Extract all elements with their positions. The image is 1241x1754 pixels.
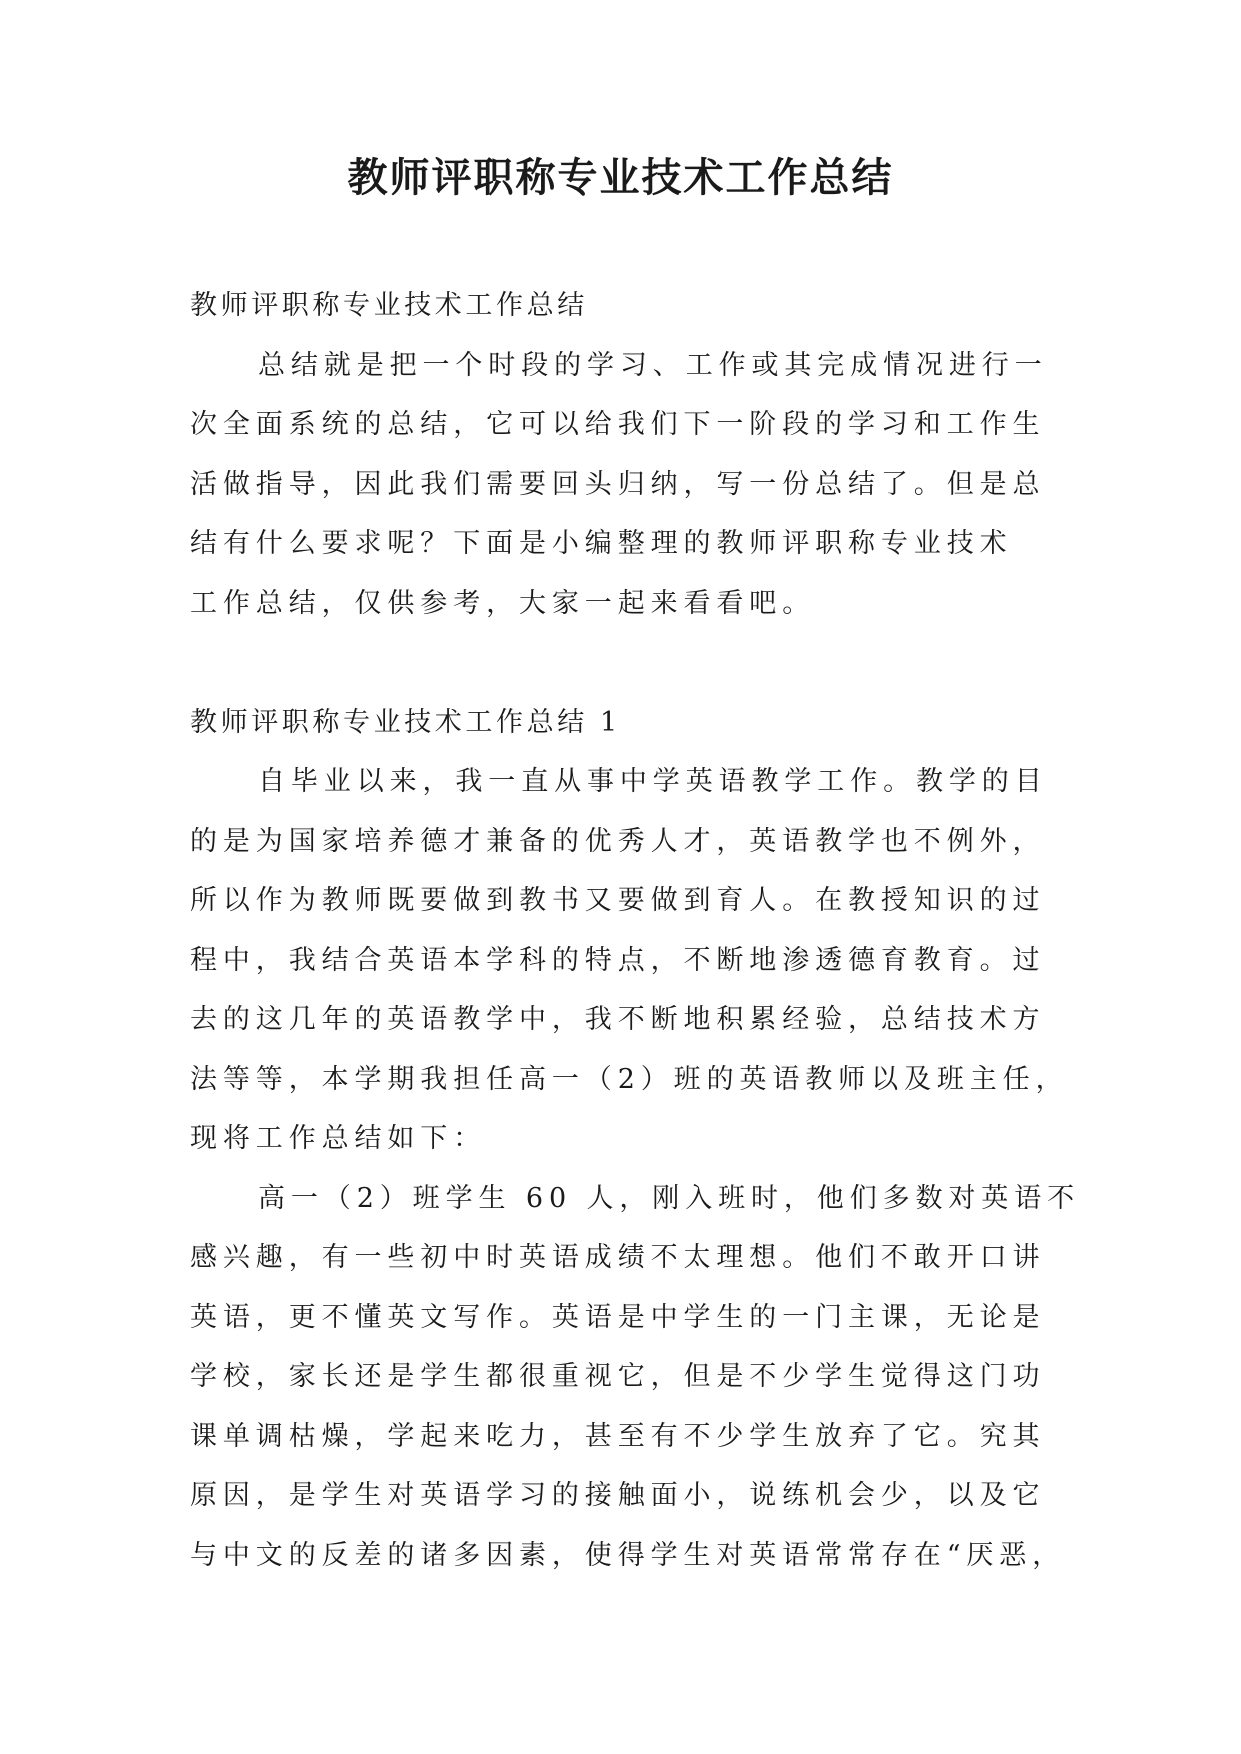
paragraph-line: 活做指导，因此我们需要回头归纳，写一份总结了。但是总 xyxy=(190,468,1046,500)
paragraph-line: 去的这几年的英语教学中，我不断地积累经验，总结技术方 xyxy=(190,1004,1046,1035)
paragraph-line: 高一（2）班学生 60 人，刚入班时，他们多数对英语不 xyxy=(258,1182,1080,1214)
section-heading: 教师评职称专业技术工作总结 1 xyxy=(190,706,621,738)
paragraph-line: 感兴趣，有一些初中时英语成绩不太理想。他们不敢开口讲 xyxy=(190,1242,1046,1273)
subheading: 教师评职称专业技术工作总结 xyxy=(190,290,588,321)
paragraph-line: 次全面系统的总结，它可以给我们下一阶段的学习和工作生 xyxy=(190,409,1046,440)
paragraph-line: 原因，是学生对英语学习的接触面小，说练机会少，以及它 xyxy=(190,1480,1046,1511)
paragraph-line: 课单调枯燥，学起来吃力，甚至有不少学生放弃了它。究其 xyxy=(190,1420,1046,1452)
paragraph-line: 的是为国家培养德才兼备的优秀人才，英语教学也不例外， xyxy=(190,825,1046,857)
document-title: 教师评职称专业技术工作总结 xyxy=(347,155,894,201)
paragraph-line: 学校，家长还是学生都很重视它，但是不少学生觉得这门功 xyxy=(190,1361,1046,1392)
paragraph-line: 工作总结，仅供参考，大家一起来看看吧。 xyxy=(190,587,816,619)
paragraph-line: 与中文的反差的诸多因素，使得学生对英语常常存在“厌恶， xyxy=(190,1539,1066,1571)
intro-paragraph xyxy=(190,351,1070,619)
paragraph-line: 法等等，本学期我担任高一（2）班的英语教师以及班主任， xyxy=(190,1063,1069,1095)
paragraph-line: 程中，我结合英语本学科的特点，不断地渗透德育教育。过 xyxy=(190,944,1046,976)
section-spacer xyxy=(190,648,1070,708)
document-body xyxy=(190,290,1080,1600)
paragraph-line: 英语，更不懂英文写作。英语是中学生的一门主课，无论是 xyxy=(190,1301,1046,1333)
paragraph-2 xyxy=(190,1182,1080,1571)
paragraph-1 xyxy=(190,767,1070,1154)
paragraph-line: 所以作为教师既要做到教书又要做到育人。在教授知识的过 xyxy=(190,885,1046,916)
paragraph-line: 自毕业以来，我一直从事中学英语教学工作。教学的目 xyxy=(258,766,1048,797)
paragraph-line: 现将工作总结如下： xyxy=(190,1123,487,1154)
paragraph-line: 结有什么要求呢？下面是小编整理的教师评职称专业技术 xyxy=(190,528,1013,559)
paragraph-line: 总结就是把一个时段的学习、工作或其完成情况进行一 xyxy=(258,349,1048,381)
